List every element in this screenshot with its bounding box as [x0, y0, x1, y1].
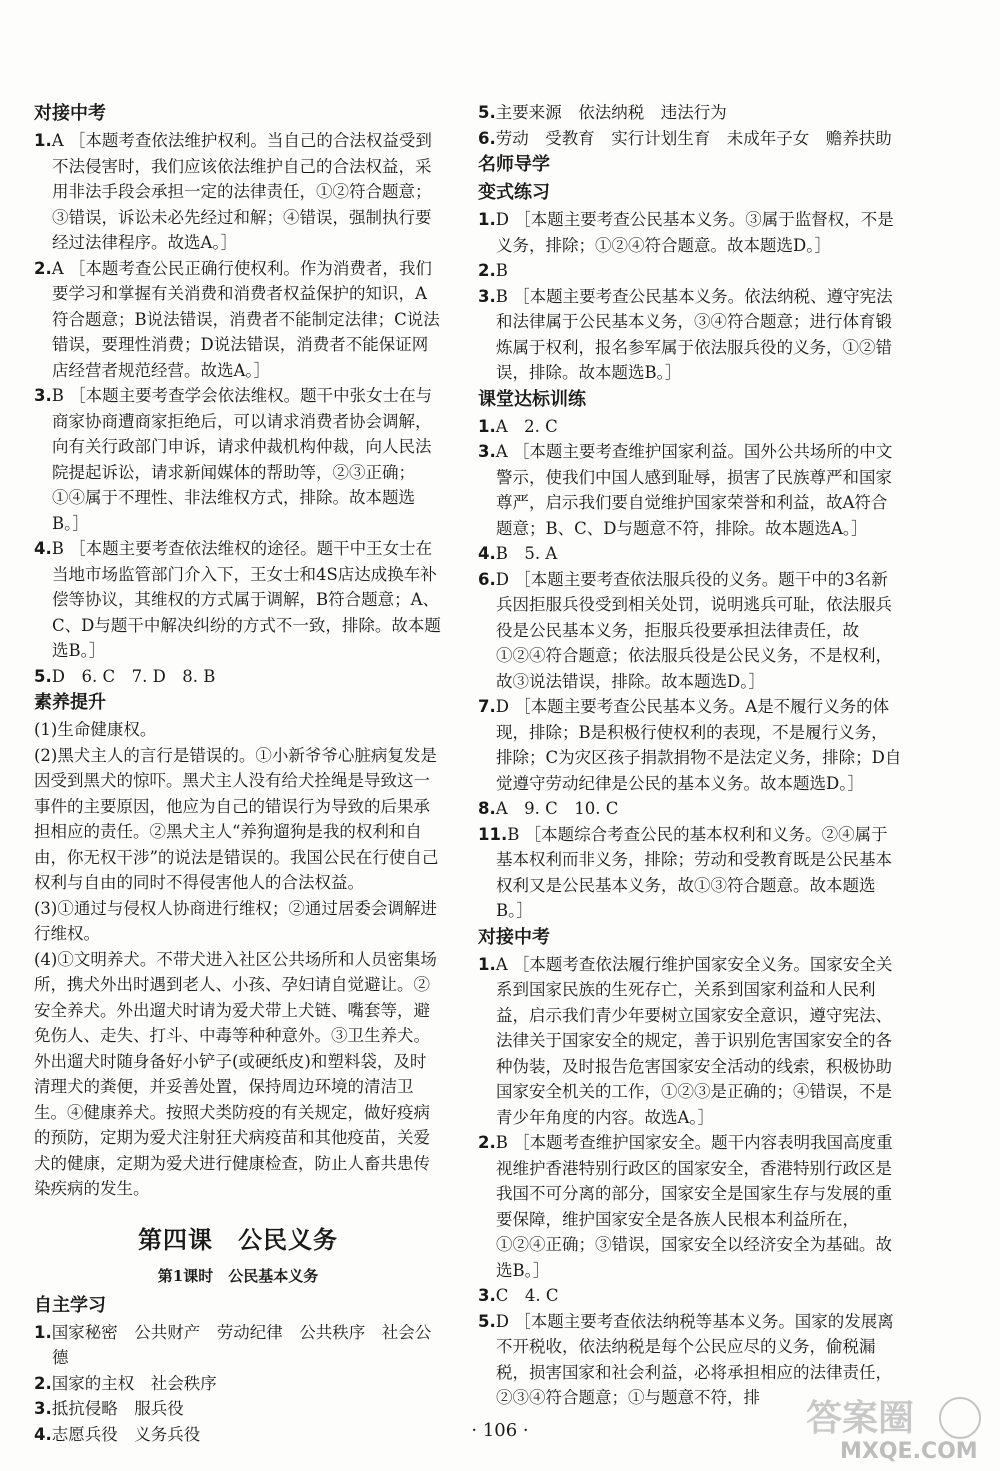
item-number: 2. — [478, 261, 496, 280]
item-text: C 4. C — [495, 1286, 559, 1305]
answer-item — [478, 207, 902, 258]
section-heading: 对接中考 — [34, 103, 106, 124]
left-column — [34, 100, 442, 1447]
watermark-logo — [800, 1392, 990, 1464]
item-text: 抵抗侵略 服兵役 — [51, 1399, 184, 1418]
item-number: 8. — [478, 799, 496, 818]
item-text: B — [495, 261, 508, 280]
section-subtitle: 第1课时 公民基本义务 — [157, 1266, 319, 1285]
answer-paragraph: (1)生命健康权。 — [34, 720, 157, 739]
item-text: B ［本题主要考查公民基本义务。依法纳税、遵守宪法和法律属于公民基本义务，③④符合题意；进行体育锻炼属于权利，报名参军属于依法服兵役的义务，①②错误，排除。故本题选B。］ — [495, 286, 893, 382]
item-number: 2. — [34, 1373, 52, 1393]
answer-item — [478, 284, 902, 386]
item-number: 3. — [34, 1399, 52, 1418]
answer-item — [478, 567, 902, 695]
item-number: 1. — [478, 416, 496, 436]
item-text: D ［本题主要考查公民基本义务。A是不履行义务的体现，排除；B是积极行使权利的表现，不是履行义务，排除；C为灾区孩子捐款捐物不是法定义务，排除；D自觉遵守劳动纪律是公民的基本义务。故本题选D。］ — [495, 697, 902, 793]
answer-item — [478, 796, 902, 822]
answer-item — [34, 1320, 442, 1371]
item-number: 1. — [478, 954, 496, 974]
item-text: B ［本题综合考查公民的基本权利和义务。②④属于基本权利而非义务，排除；劳动和受教育既是公民基本权利又是公民基本义务，故①③符合题意。故本题选B。］ — [496, 824, 892, 920]
answer-item — [34, 664, 442, 690]
watermark-text: 答案圈 — [806, 1398, 915, 1439]
item-number: 4. — [478, 544, 496, 563]
answer-paragraph: (4)①文明养犬。不带犬进入社区公共场所和人员密集场所，携犬外出时遇到老人、小孩、孕妇请自觉避让。②安全养犬。外出遛犬时请为爱犬带上犬链、嘴套等，避免伤人、走失、打斗、中毒等种种意外。③卫生养犬。外出遛犬时随身备好小铲子(或硬纸皮)和塑料袋，及时清理犬的粪便，并妥善处置，保持周边环境的清洁卫生。④健康养犬。按照犬类防疫的有关规定，做好疫病的预防，定期为爱犬注射狂犬病疫苗和其他疫苗，关爱犬的健康，定期为爱犬进行健康检查，防止人畜共患传染疾病的发生。 — [34, 949, 437, 1198]
answer-item — [34, 1371, 442, 1397]
item-text: A 9. C 10. C — [495, 799, 619, 818]
answer-item — [34, 1396, 442, 1422]
answer-item — [478, 694, 902, 796]
item-number: 1. — [34, 131, 52, 150]
answer-item — [478, 414, 902, 440]
answer-item — [478, 126, 902, 152]
watermark-url: MXQE.COM — [840, 1439, 978, 1464]
item-number: 5. — [478, 103, 496, 122]
answer-paragraph: (2)黑犬主人的言行是错误的。①小新爷爷心脏病复发是因受到黑犬的惊吓。黑犬主人没有给犬拴绳是导致这一事件的主要原因，他应为自己的错误行为导致的后果承担相应的责任。②黑犬主人“养狗遛狗是我的权利和自由，你无权干涉”的说法是错误的。我国公民在行使自己权利与自由的同时不得侵害他人的合法权益。 — [34, 745, 439, 892]
item-text: D ［本题主要考查依法纳税等基本义务。国家的发展离不开税收，依法纳税是每个公民应尽的义务，偷税漏税，损害国家和社会利益，必将承担相应的法律责任，②③④符合题意；①与题意不符，排 — [495, 1311, 894, 1407]
answer-item — [478, 822, 902, 924]
item-number: 5. — [34, 666, 52, 686]
item-text: B ［本题考查维护国家安全。题干内容表明我国高度重视维护香港特别行政区的国家安全，香港特别行政区是我国不可分离的部分，国家安全是国家生存与发展的重要保障，维护国家安全是各族人民根本利益所在，①②④正确；③错误，国家安全以经济安全为基础。故选B。］ — [495, 1133, 893, 1280]
section-heading: 对接中考 — [478, 926, 550, 948]
item-text: 劳动 受教育 实行计划生育 未成年子女 赡养扶助 — [495, 128, 892, 148]
answer-item — [478, 439, 902, 541]
answer-item — [478, 541, 902, 567]
answer-item — [34, 536, 442, 664]
item-text: D 6. C 7. D 8. B — [51, 666, 216, 686]
page-number: · 106 · — [471, 1420, 529, 1441]
item-text: A ［本题考查依法履行维护国家安全义务。国家安全关系到国家民族的生死存亡，关系到国家利益和人民利益，启示我们青少年要树立国家安全意识，遵守宪法、法律关于国家安全的规定，善于识别危害国家安全的各种伪装，及时报告危害国家安全活动的线索，积极协助国家安全机关的工作，①②③是正确的；④错误，不是青少年角度的内容。故选A。］ — [495, 954, 893, 1127]
item-number: 11. — [478, 824, 508, 844]
item-number: 3. — [478, 1286, 496, 1305]
answer-item — [478, 100, 902, 126]
answer-item — [478, 1283, 902, 1309]
lesson-title: 第四课 公民义务 — [138, 1225, 338, 1254]
item-text: D ［本题主要考查公民基本义务。③属于监督权，不是义务，排除；①②④符合题意。故本题选D。］ — [495, 210, 894, 255]
item-number: 6. — [478, 128, 496, 148]
item-text: A ［本题考查公民正确行使权利。作为消费者，我们要学习和掌握有关消费和消费者权益保护的知识，A符合题意；B说法错误，消费者不能制定法律；C说法错误，要理性消费；D说法错误，消费者不能保证网店经营者规范经营。故选A。］ — [51, 258, 440, 380]
section-heading: 名师导学 — [478, 154, 550, 175]
item-number: 7. — [478, 697, 496, 716]
item-number: 3. — [34, 386, 52, 405]
answer-item — [478, 258, 902, 284]
item-number: 3. — [478, 442, 496, 461]
watermark-circle — [940, 1398, 980, 1438]
answer-item — [34, 256, 442, 384]
item-text: B ［本题主要考查依法维权的途径。题干中王女士在当地市场监管部门介入下，王女士和4S店达成换车补偿等协议，其维权的方式属于调解，B符合题意；A、C、D与题干中解决纠纷的方式不一致，排除。故本题选B。］ — [51, 539, 441, 660]
item-text: B 5. A — [495, 544, 558, 563]
item-text: 国家秘密 公共财产 劳动纪律 公共秩序 社会公德 — [51, 1322, 432, 1367]
answer-paragraph: (3)①通过与侵权人协商进行维权；②通过居委会调解进行维权。 — [34, 898, 437, 943]
item-text: B ［本题主要考查学会依法维权。题干中张女士在与商家协商遭商家拒绝后，可以请求消费者协会调解，向有关行政部门申诉，请求仲裁机构仲裁，向人民法院提起诉讼，请求新闻媒体的帮助等，②③正确；①④属于不理性、非法维权方式，排除。故本题选B。］ — [51, 386, 433, 533]
answer-item — [478, 1130, 902, 1283]
item-number: 3. — [478, 286, 496, 306]
item-text: 国家的主权 社会秩序 — [51, 1373, 217, 1393]
item-text: 主要来源 依法纳税 违法行为 — [495, 103, 727, 122]
item-number: 1. — [34, 1322, 52, 1342]
item-text: A 2. C — [495, 416, 558, 436]
item-number: 6. — [478, 569, 496, 589]
answer-item — [34, 128, 442, 256]
section-heading: 课堂达标训练 — [478, 388, 586, 410]
item-text: A ［本题主要考查维护国家利益。国外公共场所的中文警示，使我们中国人感到耻辱，损害了民族尊严和国家尊严，启示我们要自觉维护国家荣誉和利益，故A符合题意；B、C、D与题意不符，排除。故本题选A。］ — [495, 442, 893, 538]
item-text: 志愿兵役 义务兵役 — [51, 1424, 201, 1444]
item-text: D ［本题主要考查依法服兵役的义务。题干中的3名新兵因拒服兵役受到相关处罚，说明逃兵可耻，依法服兵役是公民基本义务，拒服兵役要承担法律责任，故①②④符合题意；依法服兵役是公民义务，不是权利，故③说法错误，排除。故本题选D。］ — [495, 569, 892, 691]
section-heading: 变式练习 — [478, 182, 550, 203]
item-number: 5. — [478, 1311, 496, 1331]
item-number: 2. — [34, 258, 52, 278]
item-number: 4. — [34, 1424, 52, 1444]
answer-item — [478, 952, 902, 1131]
item-number: 4. — [34, 539, 52, 558]
right-column — [478, 100, 902, 1411]
item-number: 2. — [478, 1133, 496, 1152]
section-heading: 素养提升 — [34, 692, 106, 713]
answer-item — [34, 383, 442, 536]
section-heading: 自主学习 — [34, 1294, 106, 1316]
item-number: 1. — [478, 210, 496, 229]
item-text: A ［本题考查依法维护权利。当自己的合法权益受到不法侵害时，我们应该依法维护自己的合法权益，采用非法手段会承担一定的法律责任，①②符合题意；③错误，诉讼未必先经过和解；④错误，强制执行要经过法律程序。故选A。］ — [51, 131, 432, 252]
